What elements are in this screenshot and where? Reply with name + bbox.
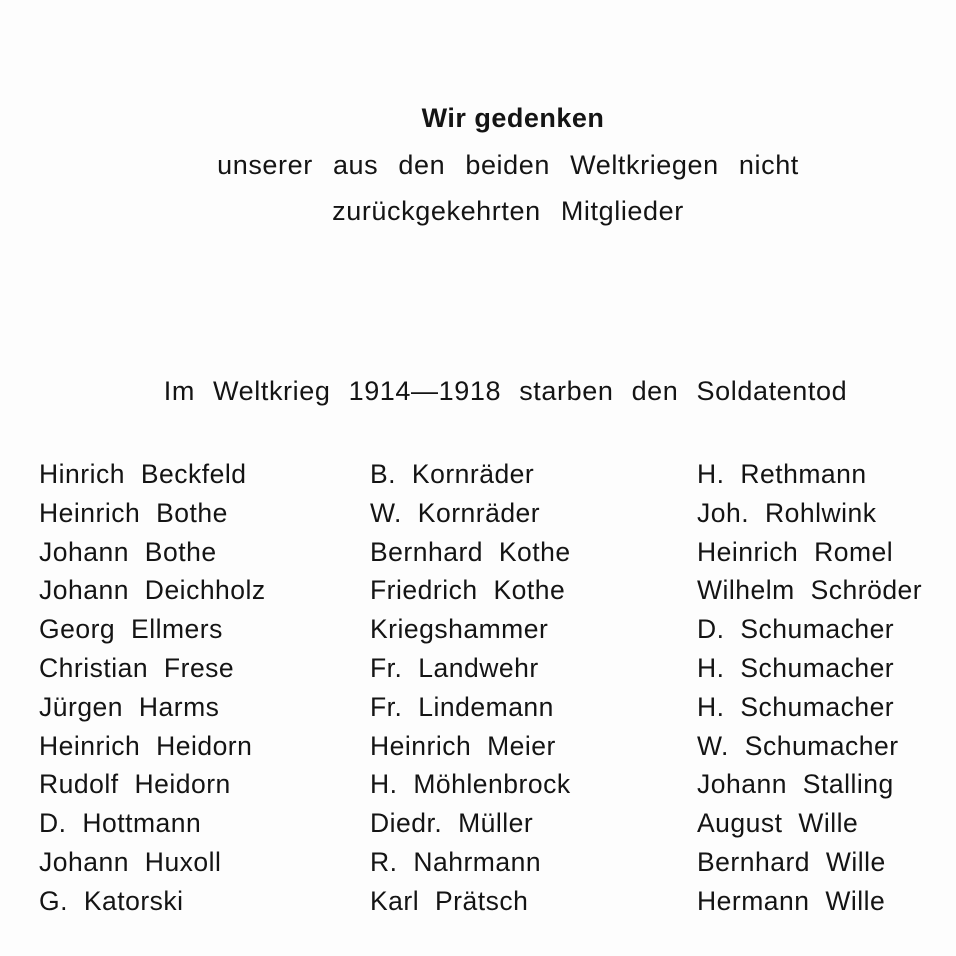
name-entry: Hinrich Beckfeld <box>39 459 247 489</box>
names-column-2 <box>370 455 571 921</box>
name-entry: Heinrich Heidorn <box>39 730 253 761</box>
names-column-3 <box>697 455 922 921</box>
name-entry: H. Möhlenbrock <box>370 769 571 800</box>
page-title: Wir gedenken <box>421 103 605 133</box>
section-heading: Im Weltkrieg 1914—1918 starben den Soldatentod <box>163 376 848 406</box>
name-entry: Friedrich Kothe <box>370 575 566 606</box>
names-column-1 <box>39 455 266 921</box>
name-entry: Heinrich Romel <box>697 536 894 567</box>
name-entry: R. Nahrmann <box>370 846 542 877</box>
name-entry: Heinrich Bothe <box>39 497 228 528</box>
name-entry: H. Rethmann <box>697 459 867 489</box>
name-entry: Joh. Rohlwink <box>697 497 877 528</box>
subtitle-line-1: unserer aus den beiden Weltkriegen nicht <box>217 150 799 180</box>
name-entry: Heinrich Meier <box>370 730 556 761</box>
name-entry: D. Hottmann <box>39 808 202 839</box>
name-entry: D. Schumacher <box>697 614 895 645</box>
name-entry: Bernhard Kothe <box>370 536 571 567</box>
name-entry: Johann Bothe <box>39 536 217 567</box>
name-entry: Johann Huxoll <box>39 846 222 877</box>
name-entry: Jürgen Harms <box>39 691 220 722</box>
name-entry: Hermann Wille <box>697 885 886 916</box>
name-entry: W. Kornräder <box>370 497 541 528</box>
name-entry: Fr. Lindemann <box>370 691 554 722</box>
name-entry: Georg Ellmers <box>39 614 223 645</box>
name-entry: Wilhelm Schröder <box>697 575 923 606</box>
name-entry: Rudolf Heidorn <box>39 769 231 800</box>
name-entry: Johann Deichholz <box>39 575 266 606</box>
name-entry: Fr. Landwehr <box>370 652 539 683</box>
name-entry: G. Katorski <box>39 885 184 916</box>
name-entry: W. Schumacher <box>697 730 899 761</box>
name-entry: Karl Prätsch <box>370 885 529 916</box>
name-entry: Bernhard Wille <box>697 846 886 877</box>
name-entry: Diedr. Müller <box>370 808 534 839</box>
name-entry: Johann Stalling <box>697 769 894 800</box>
subtitle-line-2: zurückgekehrten Mitglieder <box>332 196 684 226</box>
name-entry: August Wille <box>697 808 859 839</box>
name-entry: Kriegshammer <box>370 614 549 645</box>
name-entry: B. Kornräder <box>370 459 535 489</box>
name-entry: Christian Frese <box>39 652 235 683</box>
name-entry: H. Schumacher <box>697 652 895 683</box>
name-entry: H. Schumacher <box>697 691 895 722</box>
